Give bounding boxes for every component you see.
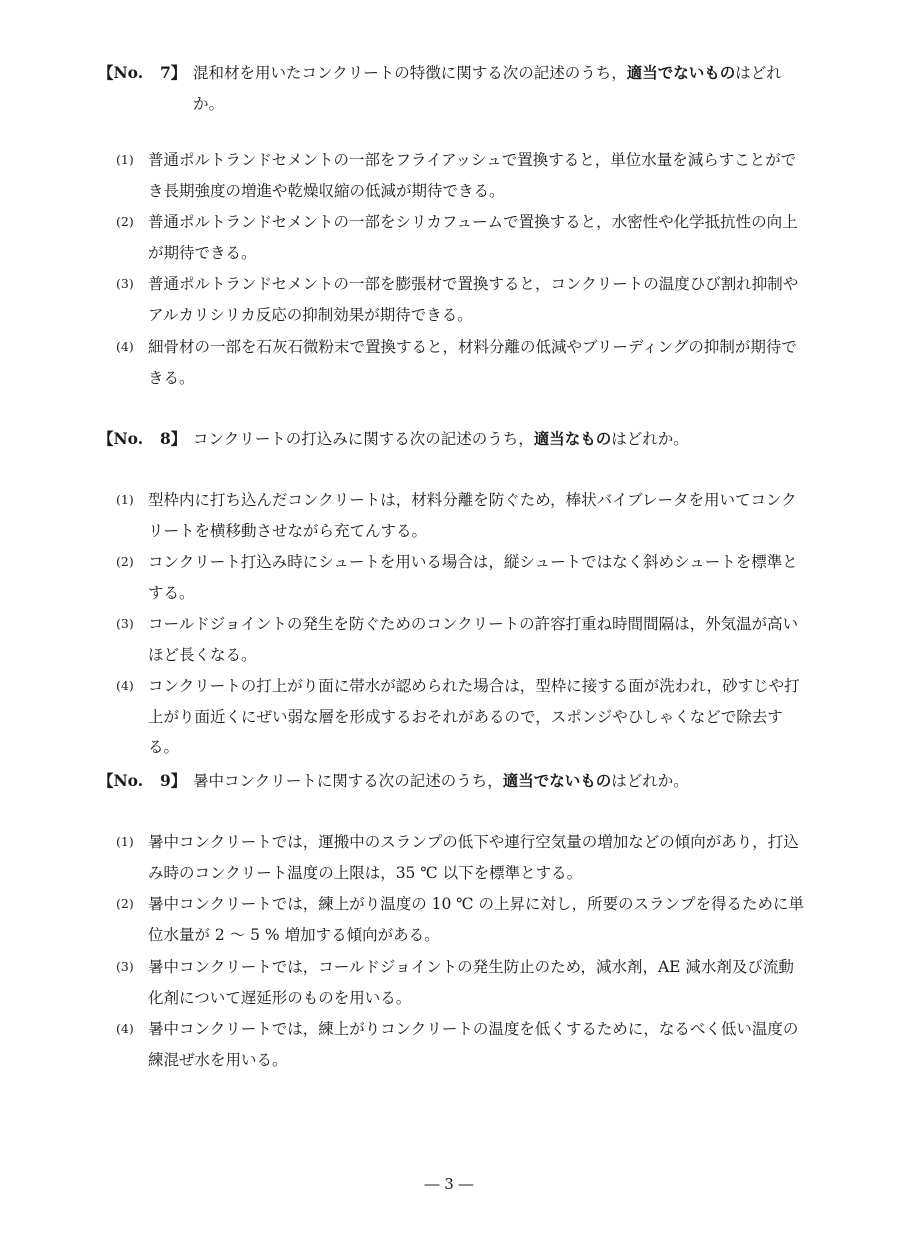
option-number: (1)	[116, 834, 134, 849]
question-num: 7】	[160, 63, 187, 82]
question-8-header	[98, 423, 806, 455]
option-text: 暑中コンクリートでは，練上がりコンクリートの温度を低くするために，なるべく低い温度の練混ぜ水を用いる。	[148, 1020, 799, 1069]
option-number: (4)	[116, 1021, 134, 1036]
option-number: (4)	[116, 339, 134, 354]
option-number: (3)	[116, 276, 134, 291]
question-7-number	[98, 57, 190, 88]
question-num: 9】	[160, 771, 187, 790]
question-text-pre: 混和材を用いたコンクリートの特徴に関する次の記述のうち，	[193, 64, 627, 82]
question-no-label: 【No.	[98, 771, 144, 790]
question-text-emphasis: 適当でないもの	[626, 63, 736, 82]
question-text-emphasis: 適当なもの	[533, 429, 612, 448]
option-text: コンクリートの打上がり面に帯水が認められた場合は，型枠に接する面が洗われ，砂すじや打上がり面近くにぜい弱な層を形成するおそれがあるので，スポンジやひしゃくなどで除去する。	[148, 677, 800, 756]
question-text-pre: コンクリートの打込みに関する次の記述のうち，	[193, 430, 534, 448]
option-number: (2)	[116, 896, 134, 911]
option-text: 型枠内に打ち込んだコンクリートは，材料分離を防ぐため，棒状バイブレータを用いてコンクリートを横移動させながら充てんする。	[148, 491, 797, 540]
option-text: コンクリート打込み時にシュートを用いる場合は，縦シュートではなく斜めシュートを標準とする。	[148, 553, 798, 602]
question-9-header	[98, 765, 806, 797]
option-number: (1)	[116, 152, 134, 167]
question-no-label: 【No.	[98, 429, 144, 448]
option-text: 暑中コンクリートでは，練上がり温度の 10 ℃ の上昇に対し，所要のスランプを得るために単位水量が 2 ～ 5 % 増加する傾向がある。	[148, 895, 805, 944]
option-number: (1)	[116, 492, 134, 507]
option-number: (3)	[116, 959, 134, 974]
question-8-number	[98, 423, 190, 454]
question-text-post: はどれか。	[193, 64, 782, 113]
question-8-option-4	[116, 671, 806, 763]
option-number: (3)	[116, 616, 134, 631]
question-9-option-3	[116, 952, 806, 1013]
question-7-text	[193, 57, 806, 120]
question-text-pre: 暑中コンクリートに関する次の記述のうち，	[193, 772, 503, 790]
option-number: (2)	[116, 554, 134, 569]
option-number: (4)	[116, 678, 134, 693]
option-text: 暑中コンクリートでは，運搬中のスランプの低下や連行空気量の増加などの傾向があり，打込み時のコンクリート温度の上限は，35 ℃ 以下を標準とする。	[148, 833, 799, 882]
question-8-option-3	[116, 609, 806, 670]
page-number: ― 3 ―	[424, 1175, 474, 1193]
question-9-option-1	[116, 827, 806, 888]
question-text-post: はどれか。	[611, 430, 689, 448]
option-text: コールドジョイントの発生を防ぐためのコンクリートの許容打重ね時間間隔は，外気温が高いほど長くなる。	[148, 615, 799, 664]
question-9-option-2	[116, 889, 806, 950]
option-text: 普通ポルトランドセメントの一部をシリカフュームで置換すると，水密性や化学抵抗性の向上が期待できる。	[148, 213, 798, 262]
question-9-text	[193, 765, 806, 797]
question-8-option-2	[116, 547, 806, 608]
question-7-option-3	[116, 269, 806, 330]
question-no-label: 【No.	[98, 63, 144, 82]
question-text-post: はどれか。	[611, 772, 689, 790]
option-text: 暑中コンクリートでは，コールドジョイントの発生防止のため，減水剤，AE 減水剤及び流動化剤について遅延形のものを用いる。	[148, 958, 794, 1007]
question-9-option-4	[116, 1014, 806, 1075]
question-8-option-1	[116, 485, 806, 546]
question-text-emphasis: 適当でないもの	[502, 771, 612, 790]
question-num: 8】	[160, 429, 187, 448]
question-8-text	[193, 423, 806, 455]
question-7-option-4	[116, 332, 806, 393]
option-text: 普通ポルトランドセメントの一部を膨張材で置換すると，コンクリートの温度ひび割れ抑制やアルカリシリカ反応の抑制効果が期待できる。	[148, 275, 799, 324]
question-7-header	[98, 57, 806, 120]
option-text: 細骨材の一部を石灰石微粉末で置換すると，材料分離の低減やブリーディングの抑制が期待できる。	[148, 338, 797, 387]
question-9-number	[98, 765, 190, 796]
option-number: (2)	[116, 214, 134, 229]
option-text: 普通ポルトランドセメントの一部をフライアッシュで置換すると，単位水量を減らすことができ長期強度の増進や乾燥収縮の低減が期待できる。	[148, 151, 797, 200]
question-7-option-2	[116, 207, 806, 268]
question-7-option-1	[116, 145, 806, 206]
